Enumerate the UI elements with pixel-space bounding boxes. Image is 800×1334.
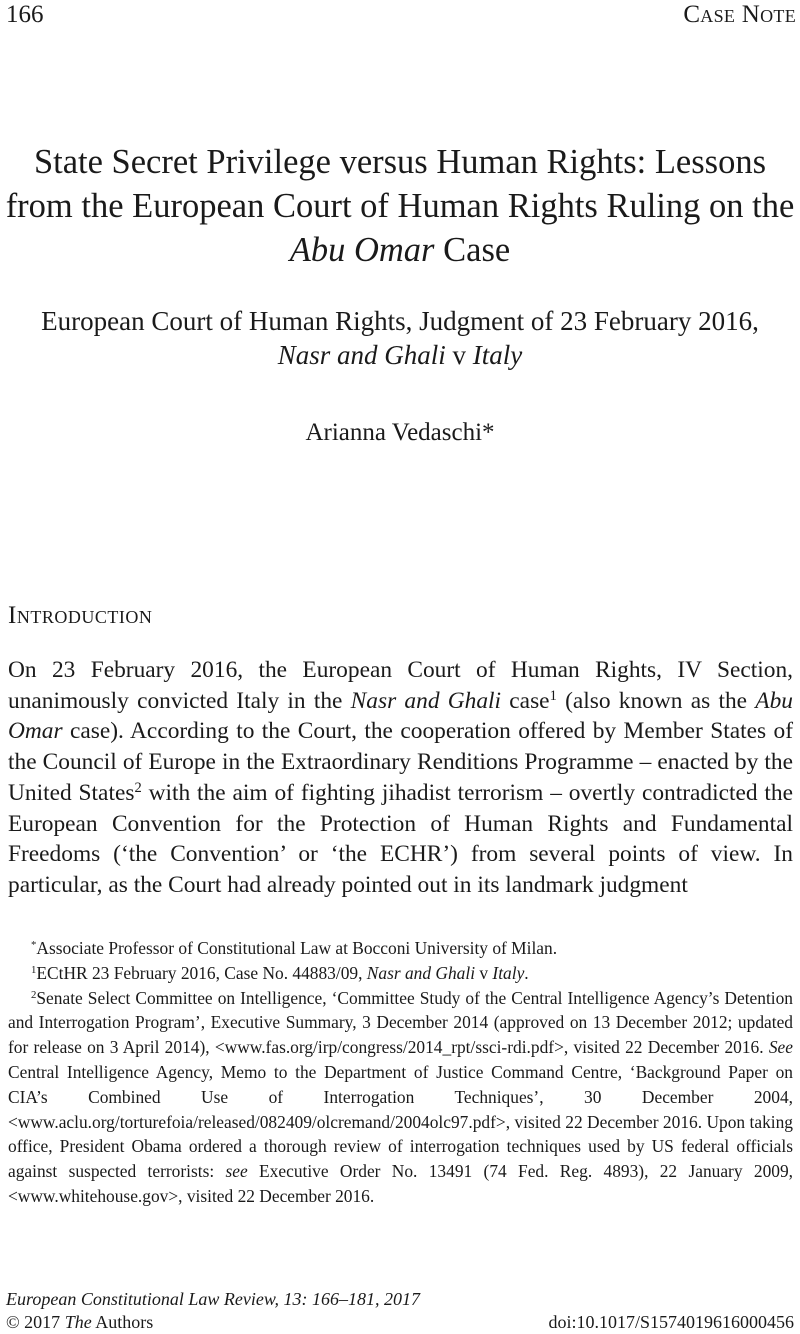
body-case-name: Nasr and Ghali xyxy=(350,687,502,714)
copyright-text: © 2017 xyxy=(6,1312,65,1332)
title-text-end: Case xyxy=(434,231,511,269)
footnote-2 xyxy=(8,986,793,1209)
author-name: Arianna Vedaschi xyxy=(305,419,483,446)
author-footnote-marker[interactable]: * xyxy=(482,419,495,446)
body-case-name: Abu Omar xyxy=(8,687,793,745)
subtitle-party-1: Nasr and Ghali xyxy=(277,340,446,370)
footnote-text: Executive Order No. 13491 (74 Fed. Reg. 4893), 22 January 2009, <www.whitehouse.gov>, visited 22 December 2016. xyxy=(8,1161,793,1206)
footnote-text: Senate Select Committee on Intelligence, ‘Committee Study of the Central Intelligence Agency’s Detention and Interrogation Program’, Executive Summary, 3 December 2014 (approved on 13 December 2012; updated for release on 3 April 2014), <www.fas.org/irp/congress/2014_rpt/ssci-rdi.pdf>, visited 22 December 2016. xyxy=(8,987,793,1058)
footnotes xyxy=(8,936,793,1209)
footnote-text: ECtHR 23 February 2016, Case No. 44883/09, xyxy=(36,962,367,983)
subtitle-versus: v xyxy=(445,340,473,370)
title-text: State Secret Privilege versus Human Rights: Lessons from the European Court of Human Rights Ruling on the xyxy=(5,143,795,225)
subtitle-line: European Court of Human Rights, Judgment of 23 February 2016, xyxy=(41,306,759,336)
body-text-run: (also known as the xyxy=(556,687,756,714)
body-text-run: with the aim of fighting jihadist terrorism – overtly contradicted the European Convention for the Protection of Human Rights and Fundamental Freedoms (‘the Convention’ or ‘the ECHR’) from several points of view. In particular, as the Court had already pointed out in its landmark judgment xyxy=(8,779,793,898)
copyright-text: The xyxy=(64,1312,92,1332)
footnote-1 xyxy=(8,961,793,986)
section-label: Case Note xyxy=(683,1,796,28)
footnote-ref-1[interactable]: 1 xyxy=(549,687,557,704)
footnote-marker: * xyxy=(31,939,37,952)
footnote-ref-2[interactable]: 2 xyxy=(134,779,142,796)
copyright xyxy=(6,1311,420,1334)
footnote-text: v xyxy=(475,962,493,983)
body-text-run: case). According to the Court, the cooperation offered by Member States of the Council of Europe in the Extraordinary Renditions Programme – enacted by the United States xyxy=(8,718,793,806)
doi[interactable]: doi:10.1017/S1574019616000456 xyxy=(548,1312,794,1332)
footnote-marker: 1 xyxy=(31,963,37,976)
footnote-marker: 2 xyxy=(31,988,37,1001)
title-case-name: Abu Omar xyxy=(289,231,435,269)
footnote-signal: see xyxy=(225,1161,248,1182)
section-heading: Introduction xyxy=(8,602,153,629)
article-subtitle xyxy=(0,304,800,372)
author-line xyxy=(0,418,800,448)
journal-citation: European Constitutional Law Review, 13: 166–181, 2017 xyxy=(6,1289,420,1309)
body-text-run: case xyxy=(501,687,550,714)
footnote-text: Associate Professor of Constitutional Law at Bocconi University of Milan. xyxy=(36,938,558,958)
subtitle-party-2: Italy xyxy=(472,340,523,370)
page-number: 166 xyxy=(6,1,44,28)
footnote-text: Central Intelligence Agency, Memo to the Department of Justice Command Centre, ‘Background Paper on CIA’s Combined Use of Interrogation Techniques’, 30 December 2004, <www.aclu.org/torturefoia/released/082409/olcremand/2004olc97.pdf>, visited 22 December 2016. Upon taking office, President Obama ordered a thorough review of interrogation techniques used by US federal officials against suspected terrorists: xyxy=(8,1061,793,1182)
body-paragraph xyxy=(8,655,793,901)
copyright-text: Authors xyxy=(91,1312,154,1332)
footnote-text: . xyxy=(524,962,529,983)
footer-left xyxy=(6,1288,420,1334)
footnote-party: Italy xyxy=(492,962,525,983)
article-title xyxy=(0,140,800,272)
footnote-party: Nasr and Ghali xyxy=(366,962,476,983)
footnote-signal: See xyxy=(768,1037,793,1058)
footnote-star xyxy=(8,936,793,961)
running-head xyxy=(0,0,800,36)
body-text-run: On 23 February 2016, the European Court of Human Rights, IV Section, unanimously convicted Italy in the xyxy=(8,657,793,714)
